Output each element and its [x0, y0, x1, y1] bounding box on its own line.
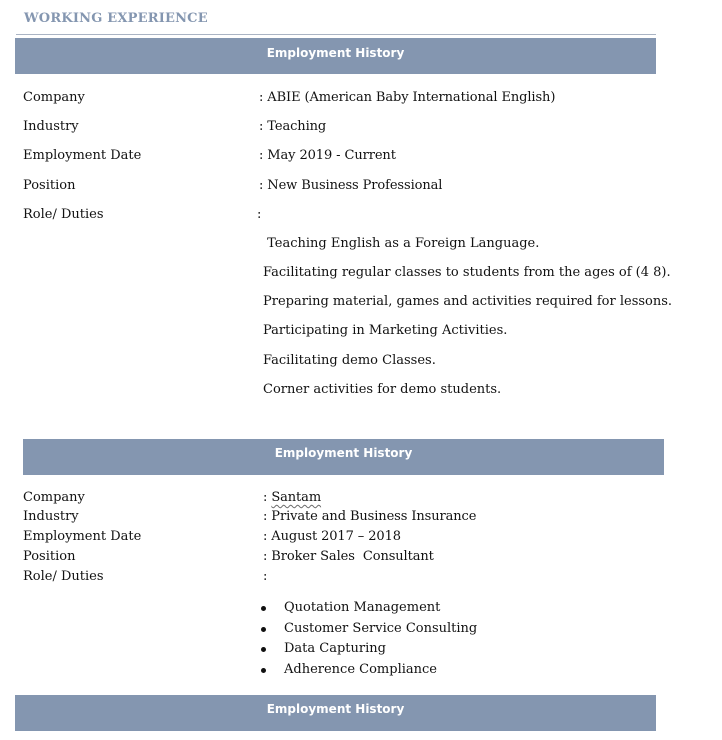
duty-item: Facilitating demo Classes. — [263, 353, 436, 368]
duty-bullet-item: Adherence Compliance — [284, 662, 437, 677]
company-name: Santam — [271, 490, 322, 505]
duty-item: Participating in Marketing Activities. — [263, 323, 508, 338]
bullet-icon — [261, 627, 266, 632]
industry-value: : Teaching — [259, 119, 327, 134]
employment-history-header-label: Employment History — [266, 46, 405, 60]
bullet-icon — [261, 647, 266, 652]
position-value: : New Business Professional — [259, 178, 443, 193]
employment-date-label: Employment Date — [23, 148, 142, 163]
company-label: Company — [23, 90, 85, 105]
position-label: Position — [23, 549, 76, 564]
employment-date-label: Employment Date — [23, 529, 142, 544]
duty-bullet-item: Quotation Management — [284, 600, 441, 615]
role-duties-colon: : — [257, 207, 262, 222]
duty-item: Teaching English as a Foreign Language. — [263, 236, 540, 251]
duty-bullet-item: Customer Service Consulting — [284, 621, 478, 636]
company-colon: : — [263, 490, 272, 505]
role-duties-label: Role/ Duties — [23, 569, 104, 584]
duty-bullet-item: Data Capturing — [284, 641, 386, 656]
employment-date-value: : August 2017 – 2018 — [263, 529, 401, 544]
duty-item: Corner activities for demo students. — [263, 382, 502, 397]
section-title-rule — [16, 34, 656, 35]
industry-value: : Private and Business Insurance — [263, 509, 477, 524]
bullet-icon — [261, 668, 266, 673]
industry-label: Industry — [23, 509, 79, 524]
employment-history-header-2 — [23, 439, 664, 475]
industry-label: Industry — [23, 119, 79, 134]
employment-date-value: : May 2019 - Current — [259, 148, 396, 163]
bullet-icon — [261, 606, 266, 611]
duty-item: Preparing material, games and activities required for lessons. — [263, 294, 673, 309]
employment-history-header-label: Employment History — [266, 702, 405, 716]
position-label: Position — [23, 178, 76, 193]
role-duties-colon: : — [263, 569, 268, 584]
section-title: WORKING EXPERIENCE — [24, 11, 208, 26]
employment-history-header-1 — [15, 38, 656, 74]
employment-history-header-label: Employment History — [274, 446, 413, 460]
employment-history-header-3 — [15, 695, 656, 731]
duty-item: Facilitating regular classes to students from the ages of (4 8). — [263, 265, 671, 280]
company-value: : ABIE (American Baby International English) — [259, 90, 556, 105]
company-value — [263, 490, 321, 505]
position-value: : Broker Sales Consultant — [263, 549, 434, 564]
role-duties-label: Role/ Duties — [23, 207, 104, 222]
company-label: Company — [23, 490, 85, 505]
